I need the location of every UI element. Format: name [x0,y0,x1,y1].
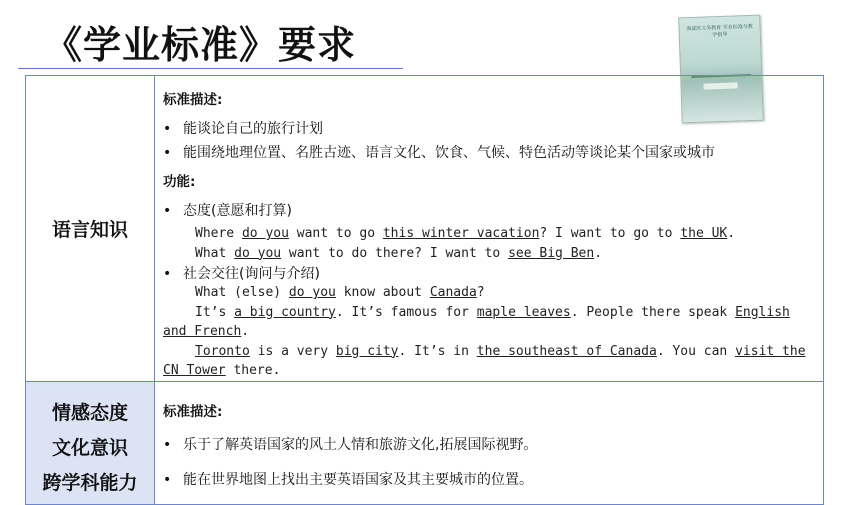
function-item: • 社会交往(询问与介绍) [163,266,320,282]
row-content-affect [155,381,824,504]
row-label-line: 情感态度 [51,401,128,424]
row-label-affect [26,381,155,504]
page-title: 《学业标准》要求 [44,23,357,67]
book-cover-text: 海淀区义务教育 学业标准与教学指导 [686,23,753,39]
example-sentence: It’s a big country. It’s famous for maple leaves. People there speak English and French. [163,304,790,339]
function-heading: 功能: [163,174,196,190]
row-label-line: 文化意识 [51,436,128,459]
title-underline [18,68,403,69]
standard-heading: 标准描述: [163,92,223,108]
standard-item: • 乐于了解英语国家的风土人情和旅游文化,拓展国际视野。 [163,436,538,453]
function-item: • 态度(意愿和打算) [163,203,292,219]
example-sentence: Where do you want to go this winter vacation? I want to go to the UK. [195,226,736,241]
example-sentence: What (else) do you know about Canada? [195,285,485,300]
row-content-language [155,76,824,382]
example-sentence: Toronto is a very big city. It’s in the southeast of Canada. You can visit the CN Tower there. [163,343,806,378]
standard-item: • 能在世界地图上找出主要英语国家及其主要城市的位置。 [163,471,533,488]
standard-heading: 标准描述: [163,403,223,420]
table-row-affect [26,381,824,504]
standard-item: • 能谈论自己的旅行计划 [163,121,323,137]
standard-item: • 能围绕地理位置、名胜古迹、语言文化、饮食、气候、特色活动等谈论某个国家或城市 [163,145,715,161]
example-sentence: What do you want to do there? I want to see Big Ben. [195,245,603,261]
row-label-language: 语言知识 [26,76,155,382]
standards-table [25,75,824,505]
row-label-line: 跨学科能力 [42,471,138,494]
table-row-language [26,76,824,382]
